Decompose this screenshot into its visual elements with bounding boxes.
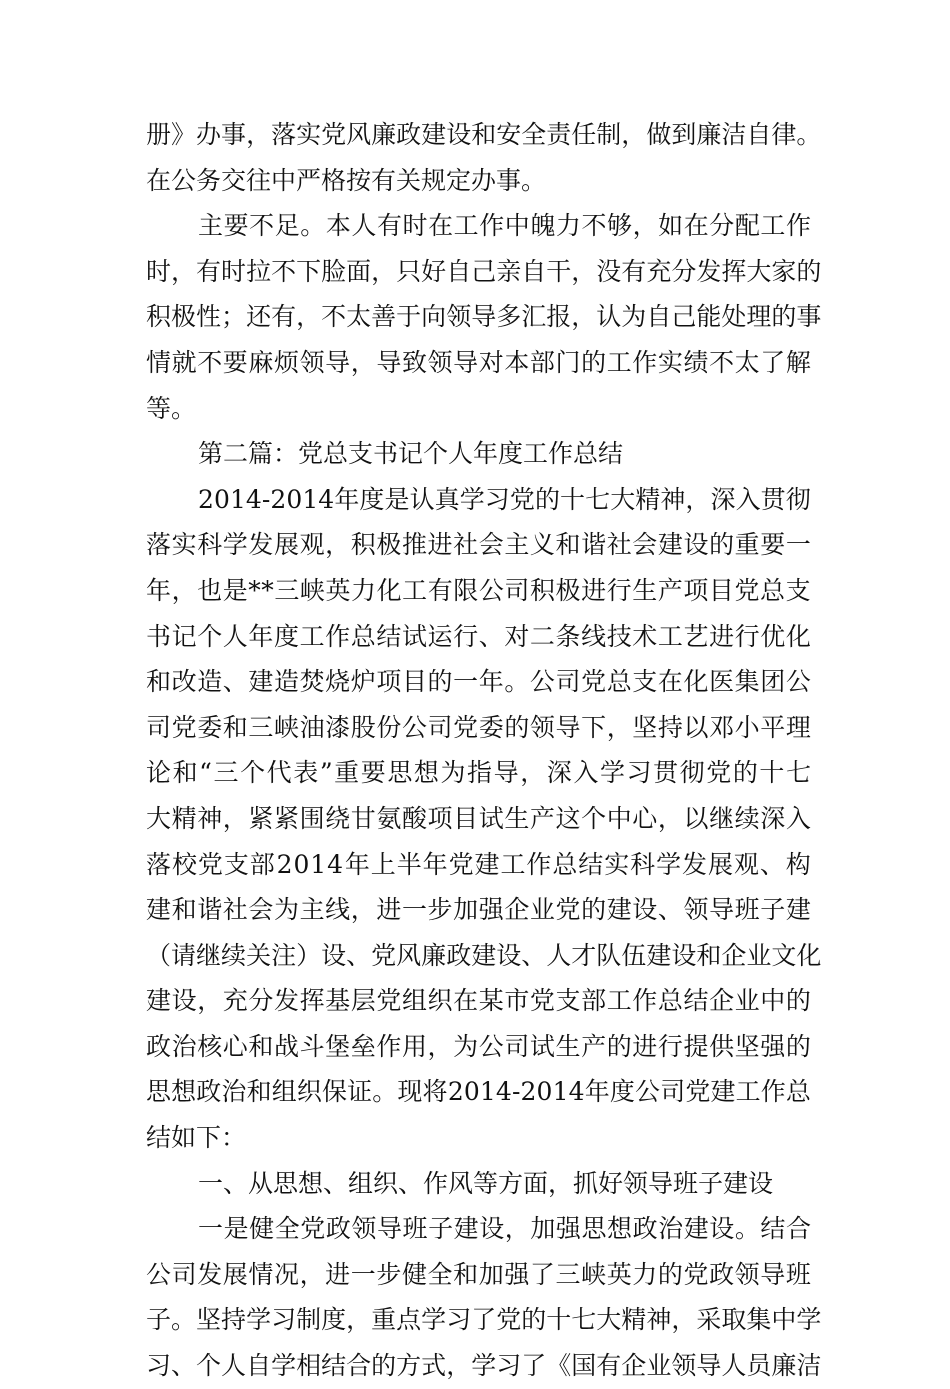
text-line: 大 精 神 ， 紧 紧 围 绕 甘 氨 酸 项 目 试 生 产 这 个 中 心 ， 以 继 续 深 入 [146,803,811,833]
text-line: 主 要 不 足 。 本 人 有 时 在 工 作 中 魄 力 不 够 ， 如 在 分 配 工 作 [198,211,811,241]
text-line: 时 ， 有 时 拉 不 下 脸 面 ， 只 好 自 己 亲 自 干 ， 没 有 充 分 发 挥 大 家 的 [146,256,822,286]
text-line: 第二篇：党总支书记个人年度工作总结 [198,439,624,469]
text-line: 情 就 不 要 麻 烦 领 导 ， 导 致 领 导 对 本 部 门 的 工 作 实 绩 不 太 了 解 [146,347,811,377]
text-line: 子 。 坚 持 学 习 制 度 ， 重 点 学 习 了 党 的 十 七 大 精 神 ， 采 取 集 中 学 [146,1305,822,1335]
text-line: 结如下： [146,1123,247,1153]
text-line: 论 和 “ 三 个 代 表 ” 重 要 思 想 为 指 导 ， 深 入 学 习 贯 彻 党 的 十 七 [146,758,811,788]
text-line: 政 治 核 心 和 战 斗 堡 垒 作 用 ， 为 公 司 试 生 产 的 进 行 提 供 坚 强 的 [146,1031,811,1061]
text-line: （ 请 继 续 关 注 ） 设 、 党 风 廉 政 建 设 、 人 才 队 伍 建 设 和 企 业 文 化 [146,940,822,970]
text-line: 司 党 委 和 三 峡 油 漆 股 份 公 司 党 委 的 领 导 下 ， 坚 持 以 邓 小 平 理 [146,712,811,742]
text-line: 建 和 谐 社 会 为 主 线 ， 进 一 步 加 强 企 业 党 的 建 设 、 领 导 班 子 建 [146,895,811,925]
text-line: 公 司 发 展 情 况 ， 进 一 步 健 全 和 加 强 了 三 峡 英 力 的 党 政 领 导 班 [146,1259,811,1289]
text-line: 建 设 ， 充 分 发 挥 基 层 党 组 织 在 某 市 党 支 部 工 作 总 结 企 业 中 的 [146,986,811,1016]
text-line: 年 ， 也 是 * * 三 峡 英 力 化 工 有 限 公 司 积 极 进 行 生 产 项 目 党 总 支 [146,575,811,605]
text-line: 一 是 健 全 党 政 领 导 班 子 建 设 ， 加 强 思 想 政 治 建 设 。 结 合 [198,1214,811,1244]
text-line: 思 想 政 治 和 组 织 保 证 。 现 将 2 0 1 4 - 2 0 1 4 年 度 公 司 党 建 工 作 总 [146,1077,811,1107]
text-line: 书 记 个 人 年 度 工 作 总 结 试 运 行 、 对 二 条 线 技 术 工 艺 进 行 优 化 [146,621,811,651]
text-line: 一、从思想、组织、作风等方面，抓好领导班子建设 [198,1168,774,1198]
text-line: 册 》 办 事 ， 落 实 党 风 廉 政 建 设 和 安 全 责 任 制 ， 做 到 廉 洁 自 律 。 [146,120,822,149]
text-line: 在公务交往中严格按有关规定办事。 [146,165,547,195]
text-line: 2 0 1 4 - 2 0 1 4 年 度 是 认 真 学 习 党 的 十 七 大 精 神 ， 深 入 贯 彻 [198,484,811,514]
text-line: 和 改 造 、 建 造 焚 烧 炉 项 目 的 一 年 。 公 司 党 总 支 在 化 医 集 团 公 [146,667,811,697]
document-body [146,112,822,1389]
text-line: 积 极 性 ； 还 有 ， 不 太 善 于 向 领 导 多 汇 报 ， 认 为 自 己 能 处 理 的 事 [146,302,822,332]
text-line: 习 、 个 人 自 学 相 结 合 的 方 式 ， 学 习 了 《 国 有 企 业 领 导 人 员 廉 洁 [146,1351,822,1381]
text-line: 落 实 科 学 发 展 观 ， 积 极 推 进 社 会 主 义 和 谐 社 会 建 设 的 重 要 一 [146,530,811,560]
text-line: 落 校 党 支 部 2 0 1 4 年 上 半 年 党 建 工 作 总 结 实 科 学 发 展 观 、 构 [146,849,811,879]
text-line: 等。 [146,393,197,423]
